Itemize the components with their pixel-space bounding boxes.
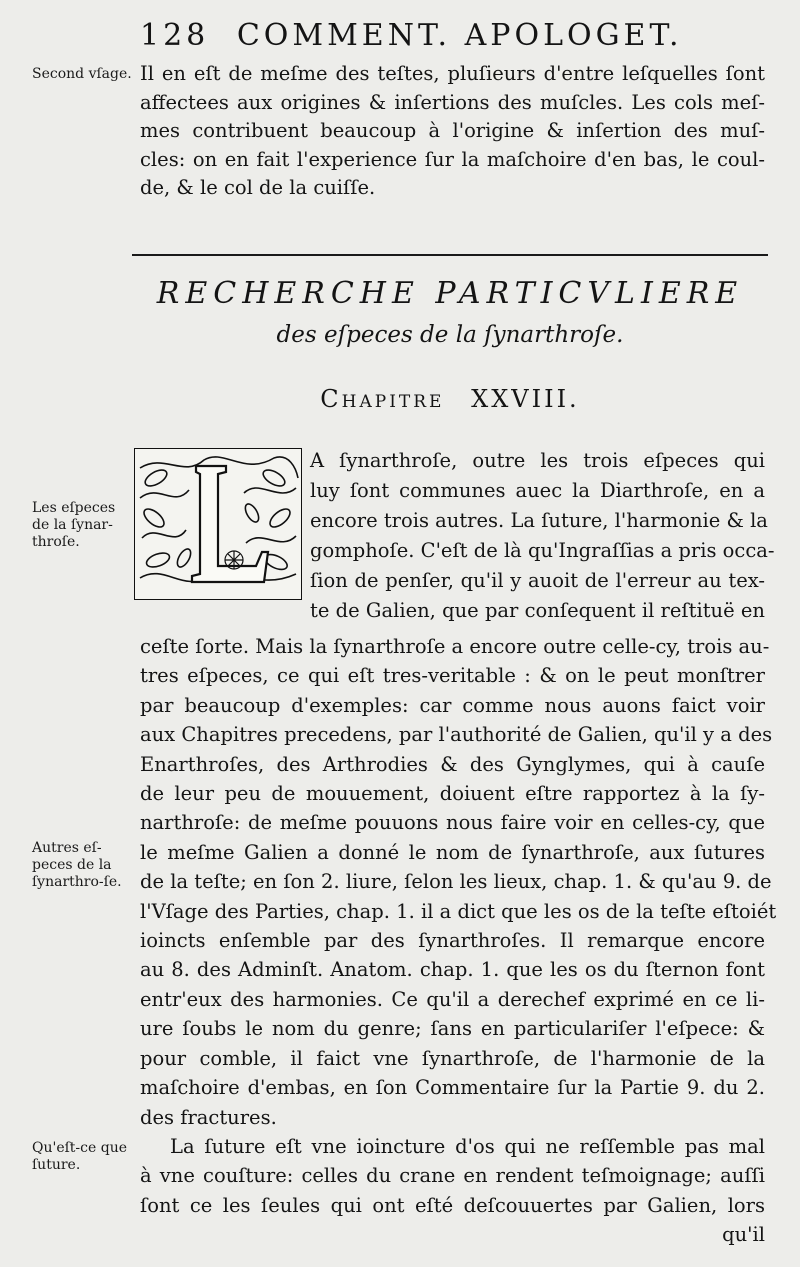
text-line: maſchoire d'embas, en ſon Commentaire ſur la Partie 9. du 2. <box>140 1076 765 1100</box>
chapter-heading <box>132 385 768 413</box>
dropcap-paragraph-lines <box>310 446 775 626</box>
text-line: le meſme Galien a donné le nom de ſynarthroſe, aux ſutures <box>140 840 765 864</box>
text-line: de leur peu de mouuement, doiuent eſtre rapportez à la ſy- <box>140 782 765 806</box>
text-line: à vne couſture: celles du crane en rendent teſmoignage; auſſi <box>140 1164 765 1188</box>
page-number: 128 <box>140 18 210 53</box>
text-line: ure ſoubs le nom du genre; ſans en particulariſer l'eſpece: & <box>140 1017 765 1041</box>
section-divider <box>132 254 768 256</box>
text-line: aux Chapitres precedens, par l'authorité de Galien, qu'il y a des <box>140 723 773 747</box>
running-title: COMMENT. APOLOGET. <box>236 18 683 53</box>
text-line: de la teſte; en ſon 2. liure, ſelon les lieux, chap. 1. & qu'au 9. de <box>140 870 772 894</box>
catchword: qu'il <box>722 1223 765 1247</box>
section-subtitle: des eſpeces de la ſynarthroſe. <box>276 322 624 348</box>
main-paragraph <box>140 632 777 1132</box>
text-line: affectees aux origines & inſertions des muſcles. Les cols meſ- <box>140 90 765 114</box>
running-head <box>140 18 720 53</box>
text-line: narthroſe: de meſme pouuons nous faire voir en celles-cy, que <box>140 811 765 835</box>
text-line: cles: on en fait l'experience ſur la maſchoire d'en bas, le coul- <box>140 147 765 171</box>
chapter-number: XXVIII. <box>471 385 580 413</box>
top-paragraph <box>140 60 765 203</box>
text-line: ſont ce les ſeules qui ont eſté deſcouuertes par Galien, lors <box>140 1193 765 1217</box>
ornamental-dropcap-illustration <box>134 448 302 600</box>
text-line: des fractures. <box>140 1105 277 1129</box>
chapter-word: Chapitre <box>320 385 445 413</box>
text-line: te de Galien, que par conſequent il reſtituë en <box>310 599 765 622</box>
text-line: gomphoſe. C'eſt de là qu'Ingraſſias a pris occa- <box>310 539 775 562</box>
final-paragraph <box>140 1132 765 1250</box>
text-line: ioincts enſemble par des ſynarthroſes. Il remarque encore <box>140 929 765 953</box>
text-line: pour comble, il faict vne ſynarthroſe, de l'harmonie de la <box>140 1046 765 1070</box>
margin-note-second-usage: Second vſage. <box>32 66 132 82</box>
text-line: luy ſont communes auec la Diarthroſe, en a <box>310 479 765 502</box>
margin-note-other-species: Autres eſ-peces de la ſynarthro-ſe. <box>32 840 122 890</box>
text-line: entr'eux des harmonies. Ce qu'il a derechef exprimé en ce li- <box>140 987 765 1011</box>
text-line: Enarthroſes, des Arthrodies & des Gynglymes, qui à cauſe <box>140 752 765 776</box>
text-line: tres eſpeces, ce qui eſt tres-veritable : & on le peut monſtrer <box>140 664 765 688</box>
text-line: au 8. des Adminſt. Anatom. chap. 1. que les os du ſternon font <box>140 958 765 982</box>
text-line: ceſte ſorte. Mais la ſynarthroſe a encore outre celle-cy, trois au- <box>140 635 770 658</box>
text-line: mes contribuent beaucoup à l'origine & inſertion des muſ- <box>140 119 765 143</box>
text-line: Il en eſt de meſme des teſtes, pluſieurs d'entre leſquelles ſont <box>140 62 765 85</box>
margin-note-species: Les eſpeces de la ſynar-throſe. <box>32 500 116 550</box>
text-line: l'Vſage des Parties, chap. 1. il a dict que les os de la teſte eſtoiét <box>140 899 777 923</box>
text-line: de, & le col de la cuiſſe. <box>140 176 376 200</box>
text-line: ſion de penſer, qu'il y auoit de l'erreur au tex- <box>310 569 765 592</box>
text-line: par beaucoup d'exemples: car comme nous auons faict voir <box>140 693 765 717</box>
text-line: encore trois autres. La ſuture, l'harmonie & la <box>310 509 768 532</box>
text-line: La ſuture eſt vne ioincture d'os qui ne reſſemble pas mal <box>170 1135 765 1158</box>
text-line: A ſynarthroſe, outre les trois eſpeces qui <box>310 449 765 472</box>
section-title: RECHERCHE PARTICVLIERE <box>156 276 744 311</box>
margin-note-what-is-suture: Qu'eſt-ce que ſuture. <box>32 1140 128 1173</box>
